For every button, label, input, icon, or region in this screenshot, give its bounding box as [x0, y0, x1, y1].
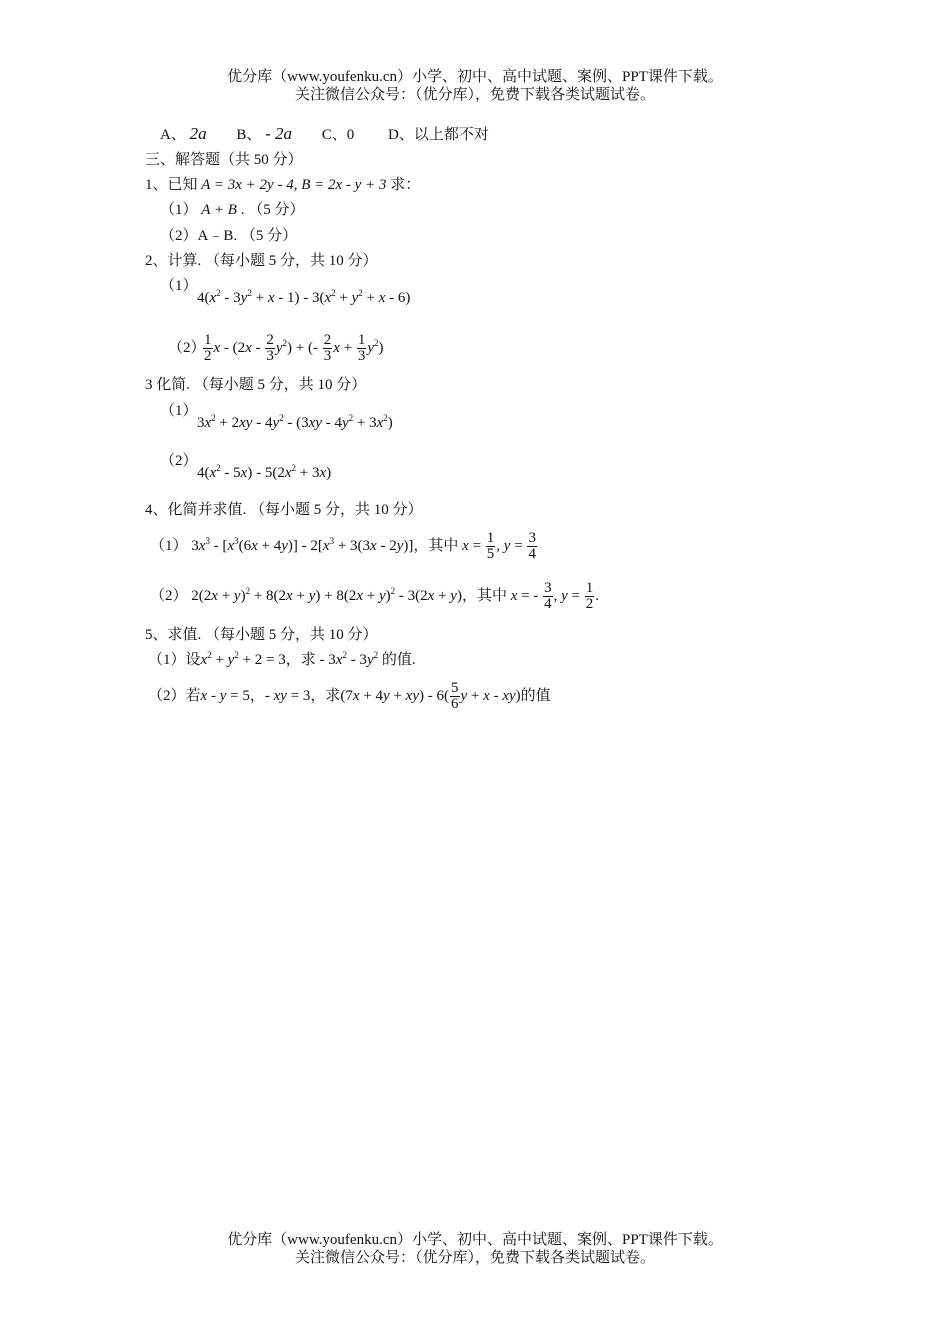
fraction: $\frac{3}{4}$ — [544, 580, 552, 613]
q5-p2-expr: (7x + 4y + xy) - 6( $\frac{5}{6}$ y + x - xy) — [340, 680, 521, 713]
q3-p2-expr: $4(x^2 - 5x) - 5(2x^2 + 3x)$ — [197, 463, 332, 481]
q4-p2-values: x = - $\frac{3}{4}$ , y = $\frac{1}{2}$ . — [510, 580, 599, 613]
fraction: $\frac{1}{5}$ — [486, 530, 495, 563]
choice-b-value: - 2a — [265, 124, 293, 143]
fraction: $\frac{2}{3}$ — [323, 332, 332, 365]
fraction: $\frac{1}{2}$ — [204, 332, 212, 365]
q5-p1-mid: ，求 — [285, 652, 316, 668]
choice-d: D、以上都不对 — [388, 127, 489, 143]
q2-title: 2、计算. （每小题 5 分，共 10 分） — [145, 253, 378, 269]
q3-p1-expr: $3x^2 + 2xy - 4y^2 - (3xy - 4y^2 + 3x^2)$ — [197, 413, 393, 431]
fraction: $\frac{1}{2}$ — [585, 580, 594, 613]
q4-p1-label: （1） — [150, 538, 188, 554]
footer-line-2: 关注微信公众号：（优分库），免费下载各类试题试卷。 — [294, 1250, 655, 1266]
q1-stem — [145, 175, 420, 195]
q3-title: 3 化简. （每小题 5 分，共 10 分） — [145, 377, 367, 393]
choice-row — [160, 124, 489, 145]
fraction: $\frac{2}{3}$ — [266, 332, 274, 365]
q1-p1-tail: . （5 分） — [240, 202, 305, 218]
q4-p2-expr: $2(2x + y)^2 + 8(2x + y) + 8(2x + y)^2 - 3(2x + y)$ — [191, 586, 462, 604]
q5-part2 — [148, 676, 551, 716]
q1-prefix: 1、已知 — [145, 177, 198, 193]
header-line-2: 关注微信公众号：（优分库），免费下载各类试题试卷。 — [294, 87, 655, 103]
q2-p1-expr: $4(x^2 - 3y^2 + x - 1) - 3(x^2 + y^2 + x - 6)$ — [197, 288, 411, 306]
q1-p1-label: （1） — [160, 202, 198, 218]
footer-line-1: 优分库（www.youfenku.cn）小学、初中、高中试题、案例、PPT课件下载。 — [227, 1232, 723, 1248]
q2-p2-expr: $\frac{1}{2}$ x - (2x - $\frac{2}{3}$ $y^2$) + (- $\frac{2}{3}$ x + $\frac{1}{3}$ $y^2$) — [204, 332, 384, 365]
q4-p1-expr: $3x^3 - [x^3(6x + 4y)] - 2[x^3 + 3(3x - 2y)]$ — [191, 536, 414, 554]
section-title: 三、解答题（共 50 分） — [145, 152, 303, 168]
q1-part2: （2）A﹣B. （5 分） — [160, 228, 298, 244]
fraction: $\frac{1}{3}$ — [357, 332, 366, 365]
q5-p2-given: x - y = 5，- xy = 3 — [200, 688, 311, 704]
q5-p2-tail: 的值 — [520, 688, 551, 704]
q3-p1-label: （1） — [160, 403, 198, 419]
q4-p1-where: ，其中 — [413, 538, 459, 554]
q5-p2-label: （2）若 — [148, 688, 201, 704]
q1-p1-expr: A + B — [201, 202, 237, 218]
fraction: $\frac{5}{6}$ — [451, 680, 459, 713]
q4-part2 — [150, 576, 599, 616]
page-footer — [0, 1231, 950, 1267]
choice-a-value: 2a — [189, 124, 207, 143]
q5-part1 — [148, 650, 416, 670]
q4-p2-where: ，其中 — [461, 588, 507, 604]
q5-title: 5、求值. （每小题 5 分，共 10 分） — [145, 627, 378, 643]
choice-a-label: A、 — [160, 127, 186, 143]
q1-part1 — [160, 200, 304, 220]
fraction: $\frac{3}{4}$ — [528, 530, 536, 563]
q1-suffix: 求： — [390, 177, 421, 193]
page-header — [0, 68, 950, 104]
q4-part1 — [150, 526, 538, 566]
q2-p2-label: （2） — [168, 340, 206, 356]
q4-p2-label: （2） — [150, 588, 188, 604]
q5-p2-mid: ，求 — [310, 688, 341, 704]
choice-c: C、0 — [321, 127, 355, 143]
q1-formula: A = 3x + 2y - 4, B = 2x - y + 3 — [201, 177, 387, 193]
q4-title: 4、化简并求值. （每小题 5 分，共 10 分） — [145, 502, 423, 518]
q2-p1-label: （1） — [160, 278, 198, 294]
q3-p2-label: （2） — [160, 453, 198, 469]
q5-p1-tail: 的值. — [381, 652, 416, 668]
q5-p1-given: $x^2 + y^2 + 2 = 3$ — [200, 650, 286, 668]
q5-p1-label: （1）设 — [148, 652, 201, 668]
q5-p1-expr: - $3x^2 - 3y^2$ — [319, 650, 379, 668]
choice-b-label: B、 — [236, 127, 262, 143]
header-line-1: 优分库（www.youfenku.cn）小学、初中、高中试题、案例、PPT课件下载。 — [227, 69, 723, 85]
q4-p1-values: x = $\frac{1}{5}$ , y = $\frac{3}{4}$ — [462, 530, 536, 563]
